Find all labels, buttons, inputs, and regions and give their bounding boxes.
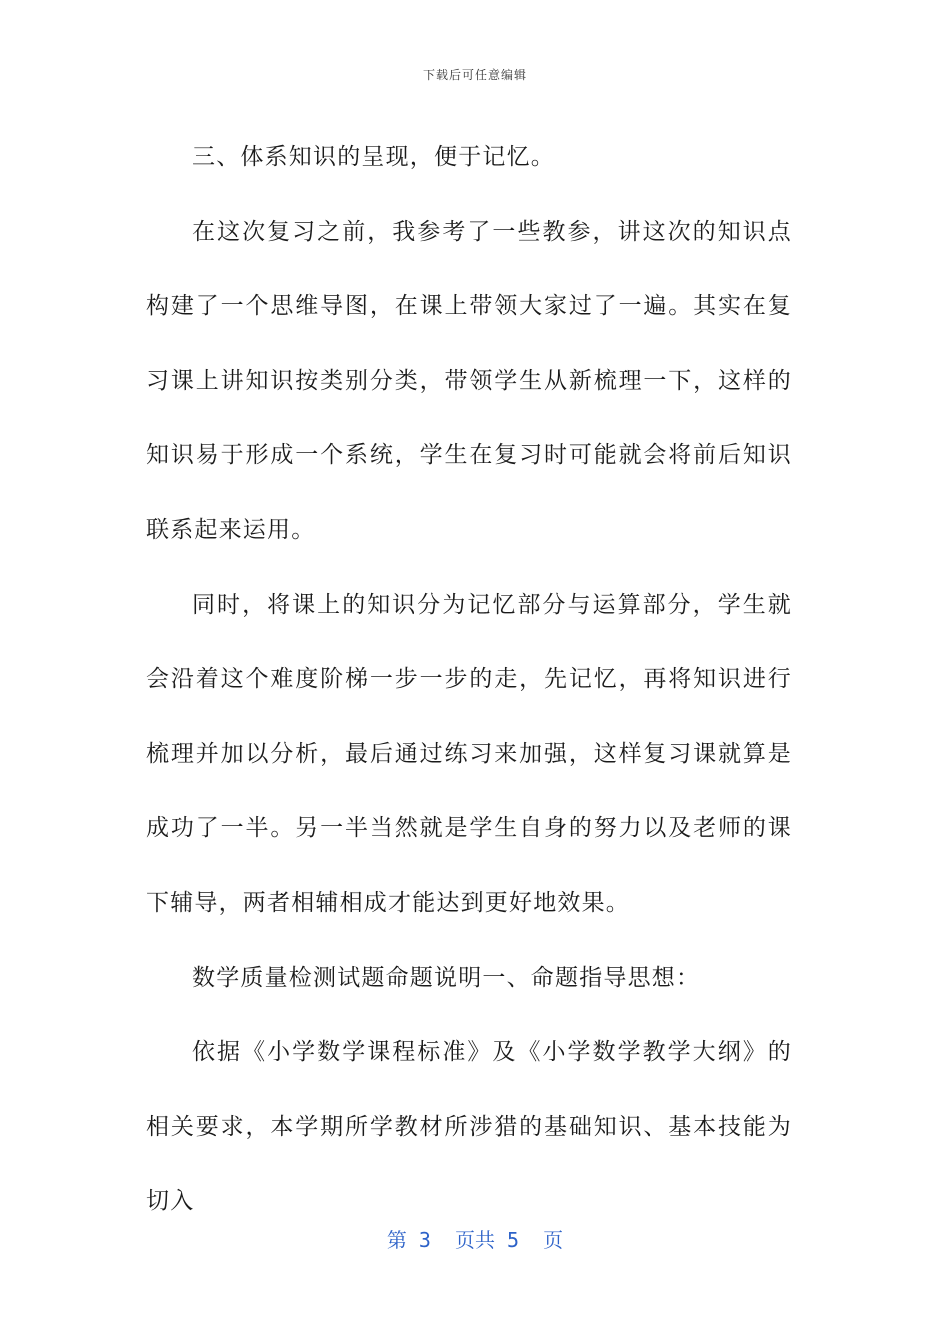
- paragraph: 依据《小学数学课程标准》及《小学数学教学大纲》的相关要求，本学期所学教材所涉猎的基础知识、基本技能为切入: [146, 1039, 792, 1215]
- paragraph-subheading: 数学质量检测试题命题说明一、命题指导思想：: [192, 964, 701, 991]
- paragraph-section-heading: 三、体系知识的呈现，便于记忆。: [192, 144, 555, 170]
- document-body: [146, 120, 792, 1239]
- paragraph: 在这次复习之前，我参考了一些教参，讲这次的知识点构建了一个思维导图，在课上带领大家过了一遍。其实在复习课上讲知识按类别分类，带领学生从新梳理一下，这样的知识易于形成一个系统，学生在复习时可能就会将前后知识联系起来运用。: [146, 218, 792, 543]
- page-header-note: 下载后可任意编辑: [422, 68, 527, 82]
- paragraph: 同时，将课上的知识分为记忆部分与运算部分，学生就会沿着这个难度阶梯一步一步的走，先记忆，再将知识进行梳理并加以分析，最后通过练习来加强，这样复习课就算是成功了一半。另一半当然就是学生自身的努力以及老师的课下辅导，两者相辅相成才能达到更好地效果。: [146, 591, 792, 916]
- page-number-footer: 第 3 页共 5 页: [386, 1228, 564, 1252]
